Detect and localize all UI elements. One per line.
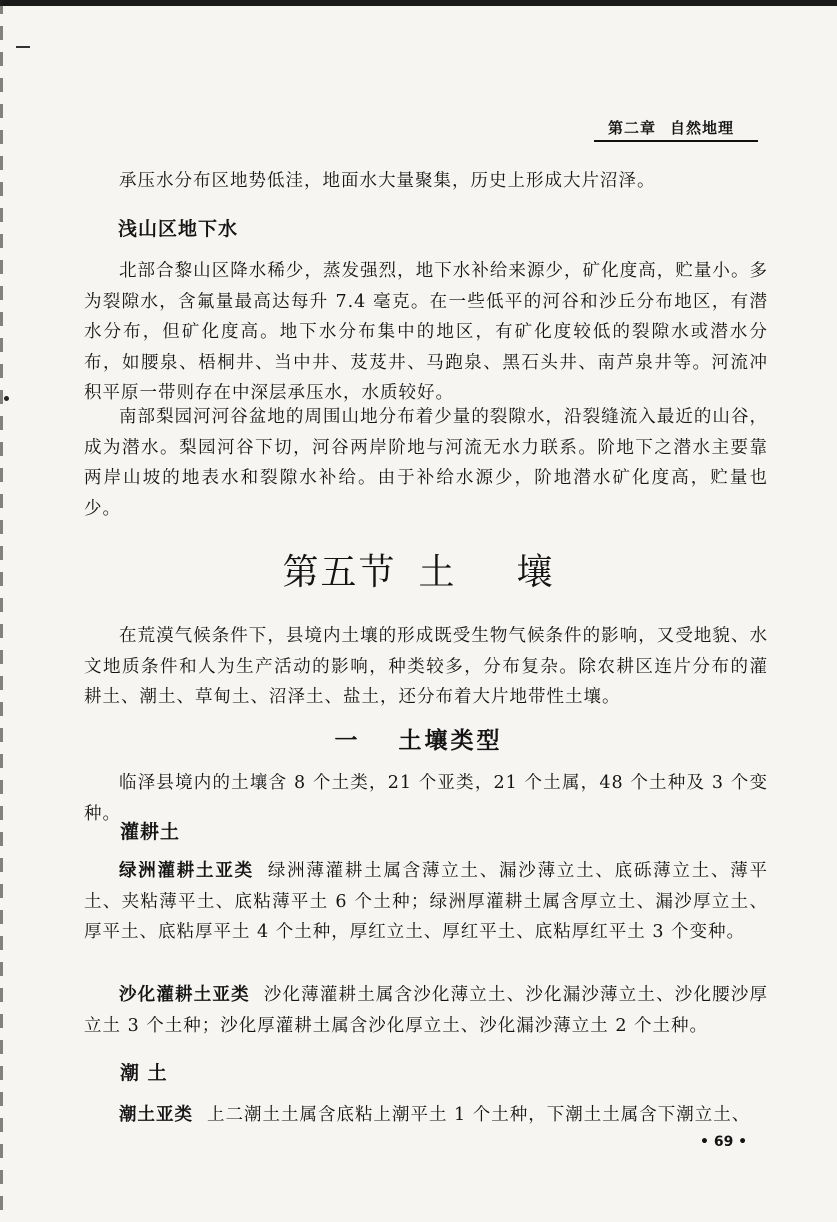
margin-dot-mark [4, 396, 9, 401]
running-header [608, 117, 756, 138]
term-sandy-irrigated-subclass: 沙化灌耕土亚类 [119, 985, 250, 1005]
paragraph-fluvo-aquic [84, 1100, 768, 1131]
margin-dash-mark [16, 46, 30, 48]
scan-binding-edge [0, 0, 3, 1222]
scan-top-edge [0, 0, 837, 6]
paragraph-confined-water: 承压水分布区地势低洼，地面水大量聚集，历史上形成大片沼泽。 [119, 171, 656, 191]
heading-shallow-mountain-groundwater: 浅山区地下水 [118, 218, 239, 240]
text-fluvo-aquic: 上二潮土土属含底粘上潮平土 1 个土种，下潮土土属含下潮立土、 [207, 1105, 751, 1125]
paragraph-north-heli-mountains: 北部合黎山区降水稀少，蒸发强烈，地下水补给来源少，矿化度高，贮量小。多为裂隙水，含氟量最高达每升 7.4 毫克。在一些低平的河谷和沙丘分布地区，有潜水分布，但矿化度高。地下水分布集中的地区，有矿化度较低的裂隙水或潜水分布，如腰泉、梧桐井、当中井、芨芨井、马跑泉、黑石头井、南芦泉井等。河流冲积平原一带则存在中深层承压水，水质较好。 [84, 261, 768, 403]
heading-fluvo-aquic-soil: 潮 土 [120, 1062, 168, 1084]
term-oasis-irrigated-subclass: 绿洲灌耕土亚类 [119, 861, 254, 881]
chapter-title: 自然地理 [670, 119, 735, 137]
part-title-text: 土壤类型 [398, 727, 503, 754]
paragraph-soil-intro: 在荒漠气候条件下，县境内土壤的形成既受生物气候条件的影响，又受地貌、水文地质条件和人为生产活动的影响，种类较多，分布复杂。除农耕区连片分布的灌耕土、潮土、草甸土、沼泽土、盐土，还分布着大片地带性土壤。 [84, 626, 768, 707]
term-fluvo-aquic-subclass: 潮土亚类 [119, 1105, 193, 1125]
section-title [0, 544, 837, 595]
section-title-char-1: 土 [418, 552, 457, 593]
section-number: 第五节 [282, 552, 397, 593]
part-title [0, 722, 837, 755]
text-oasis-irrigated: 绿洲薄灌耕土属含薄立土、漏沙薄立土、底砾薄立土、薄平土、夹粘薄平土、底粘薄平土 6 个土种；绿洲厚灌耕土属含厚立土、漏沙厚立土、厚平土、底粘厚平土 4 个土种，厚红立土、厚红平土、底粘厚红平土 3 个变种。 [84, 861, 768, 942]
page-number: • 69 • [700, 1134, 748, 1150]
paragraph-soil-summary: 临泽县境内的土壤含 8 个土类，21 个亚类，21 个土属，48 个土种及 3 个变种。 [84, 773, 768, 824]
part-number: 一 [334, 727, 361, 754]
text-sandy-irrigated: 沙化薄灌耕土属含沙化薄立土、沙化漏沙薄立土、沙化腰沙厚立土 3 个土种；沙化厚灌耕土属含沙化厚立土、沙化漏沙薄立土 2 个土种。 [84, 985, 769, 1036]
paragraph-sandy-irrigated [84, 980, 768, 1041]
chapter-number: 第二章 [608, 119, 657, 137]
header-rule [594, 140, 758, 142]
paragraph-oasis-irrigated [84, 856, 768, 948]
section-title-char-2: 壤 [516, 552, 555, 593]
heading-irrigated-soil: 灌耕土 [120, 821, 181, 843]
paragraph-south-liyuan-river: 南部梨园河河谷盆地的周围山地分布着少量的裂隙水，沿裂缝流入最近的山谷，成为潜水。梨园河谷下切，河谷两岸阶地与河流无水力联系。阶地下之潜水主要靠两岸山坡的地表水和裂隙水补给。由于补给水源少，阶地潜水矿化度高，贮量也少。 [84, 407, 768, 519]
